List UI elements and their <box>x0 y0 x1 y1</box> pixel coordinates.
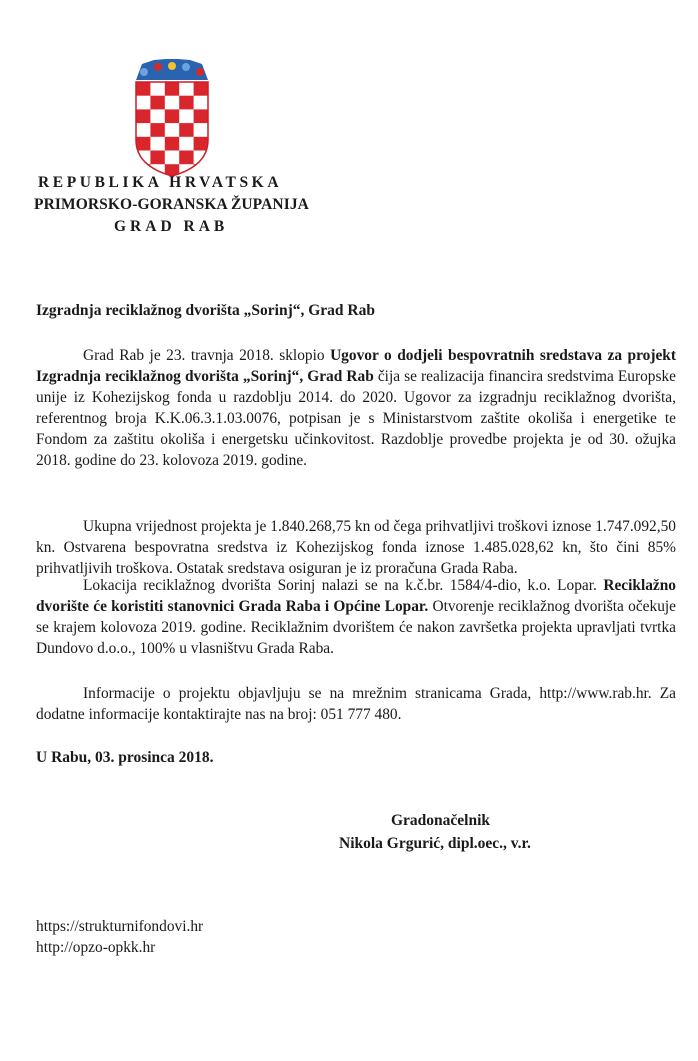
paragraph-contract <box>36 345 676 471</box>
p3-bold: Reciklažno dvorište će koristiti stanovnici Grada Raba i Općine Lopar. <box>36 577 676 615</box>
p1-text-2: čija se realizacija financira sredstvima Europske unije iz Kohezijskog fonda u razdoblju 2014. do 2020. Ugovor za izgradnju reciklažnog dvorišta, referentnog broja K.K.06.3.1.03.0076, potpisan je s Ministarstvom zaštite okoliša i energetike te Fondom za zaštitu okoliša i energetsku učinkovitost. Razdoblje provedbe projekta je od 30. ožujka 2018. godine do 23. kolovoza 2019. godine. <box>36 368 676 469</box>
document-title: Izgradnja reciklažnog dvorišta „Sorinj“, Grad Rab <box>36 302 375 319</box>
p4-text: Informacije o projektu objavljuju se na mrežnim stranicama Grada, http://www.rab.hr. Za dodatne informacije kontaktirajte nas na broj: 051 777 480. <box>36 685 676 723</box>
crown <box>136 59 208 80</box>
checkerboard-shield <box>136 82 208 178</box>
paragraph-location <box>36 575 676 659</box>
p3-text-2: Otvorenje reciklažnog dvorišta očekuje se krajem kolovoza 2019. godine. Reciklažnim dvorištem će nakon završetka projekta upravljati tvrtka Dundovo d.o.o., 100% u vlasništvu Grada Raba. <box>36 598 677 657</box>
document-date: U Rabu, 03. prosinca 2018. <box>36 749 214 766</box>
link-opzo-opkk[interactable]: http://opzo-opkk.hr <box>36 939 156 956</box>
p2-text: Ukupna vrijednost projekta je 1.840.268,75 kn od čega prihvatljivi troškovi iznose 1.747.092,50 kn. Ostvarena bespovratna sredstva iz Kohezijskog fonda iznose 1.485.028,62 kn, što čini 85% prihvatljivih troškova. Ostatak sredstava osiguran je iz proračuna Grada Raba. <box>36 518 676 577</box>
paragraph-costs <box>36 516 676 579</box>
header-republic: REPUBLIKA HRVATSKA <box>38 174 283 191</box>
header-city: GRAD RAB <box>114 218 229 235</box>
paragraph-information <box>36 683 676 725</box>
p3-text-1: Lokacija reciklažnog dvorišta Sorinj nalazi se na k.č.br. 1584/4-dio, k.o. Lopar. <box>83 577 604 594</box>
link-strukturnifondovi[interactable]: https://strukturnifondovi.hr <box>36 918 204 935</box>
p1-bold: Ugovor o dodjeli bespovratnih sredstava za projekt Izgradnja reciklažnog dvorišta „Sorinj“, Grad Rab <box>36 347 676 385</box>
header-county: PRIMORSKO-GORANSKA ŽUPANIJA <box>34 196 309 213</box>
signature-role: Gradonačelnik <box>391 812 491 829</box>
coat-of-arms-emblem <box>132 58 212 178</box>
p1-text-1: Grad Rab je 23. travnja 2018. sklopio <box>83 347 331 364</box>
signature-name: Nikola Grgurić, dipl.oec., v.r. <box>339 835 531 852</box>
